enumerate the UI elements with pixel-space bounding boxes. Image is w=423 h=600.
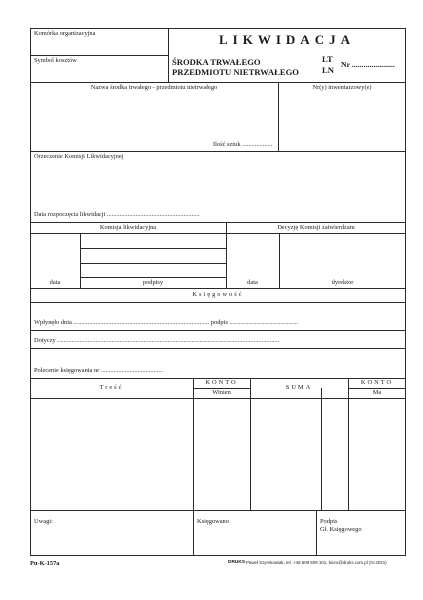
debit-account-header: KONTO: [205, 379, 238, 386]
content-column-header: Treść: [99, 384, 124, 391]
commission-date-field[interactable]: [32, 235, 78, 275]
org-unit-label[interactable]: Komórka organizacyjna: [34, 30, 96, 37]
quantity-field[interactable]: Ilość sztuk ...................: [213, 141, 273, 148]
sum-column-header: SUMA: [285, 384, 313, 391]
received-date-field[interactable]: Wpłynęło dnia ..................................................................................... podpis ...........................................: [34, 319, 299, 326]
inventory-number-label: Nr(y) inwentarzowy(e): [312, 84, 372, 91]
commission-date-label: data: [49, 279, 61, 286]
subtitle-line-1: ŚRODKA TRWAŁEGO: [172, 57, 261, 67]
director-signature-field[interactable]: [281, 235, 403, 275]
commission-signature-3[interactable]: [81, 264, 225, 276]
commission-header: Komisja likwidacyjna: [99, 224, 157, 231]
accounting-header: Księgowość: [192, 291, 244, 298]
content-cell[interactable]: [31, 399, 192, 509]
notes-field[interactable]: [31, 528, 192, 554]
approval-header: Decyzję Komisji zatwierdzam: [277, 224, 355, 231]
chief-accountant-label-2: Gł. Księgowego: [320, 526, 362, 533]
liquidation-start-date-field[interactable]: Data rozpoczęcia likwidacji ..........................................................: [34, 211, 200, 218]
ruling-field[interactable]: [34, 164, 402, 208]
posting-order-number-field[interactable]: Polecenie księgowania nr .......................................: [34, 367, 164, 374]
document-title: LIKWIDACJA: [219, 32, 355, 47]
code-lt: LT: [322, 54, 333, 64]
debit-column-header: Winien: [212, 389, 231, 396]
publisher-info: Paweł Szymkowiak, tel. +48 609 509 101, biuro@druks.com.pl (IV.2021): [246, 560, 387, 565]
posted-field[interactable]: [194, 528, 315, 554]
credit-column-header: Ma: [372, 389, 382, 396]
notes-label: Uwagi:: [34, 518, 53, 525]
commission-signature-2[interactable]: [81, 249, 225, 262]
chief-accountant-label: Podpis: [320, 518, 338, 525]
approval-date-field[interactable]: [228, 235, 277, 275]
document-number-field[interactable]: Nr ......................: [341, 60, 395, 69]
posted-label: Księgowano: [197, 518, 229, 525]
publisher-name: DRUKS: [228, 560, 246, 565]
debit-account-cell[interactable]: [194, 399, 249, 509]
subtitle-line-2: PRZEDMIOTU NIETRWAŁEGO: [172, 67, 299, 77]
cost-symbol-label[interactable]: Symbol kosztów: [34, 57, 77, 64]
approval-date-label: data: [247, 279, 258, 286]
asset-name-label: Nazwa środka trwałego - przedmiotu nietrwałego: [90, 84, 218, 91]
code-ln: LN: [322, 65, 334, 75]
director-label: dyrektor: [331, 279, 354, 286]
credit-account-cell[interactable]: [349, 399, 404, 509]
ruling-label: Orzeczenie Komisji Likwidacyjnej: [34, 153, 124, 160]
sum-cell[interactable]: [251, 399, 320, 509]
asset-name-field[interactable]: [34, 95, 274, 135]
sum-decimal-cell[interactable]: [322, 399, 347, 509]
signatures-label: podpisy: [142, 279, 164, 286]
chief-accountant-signature-field[interactable]: [317, 536, 404, 554]
form-code: Pu-K-157a: [30, 560, 60, 567]
commission-signature-1[interactable]: [81, 234, 225, 247]
concerns-field[interactable]: Dotyczy ...........................................................................................................................................: [34, 337, 280, 344]
inventory-number-field[interactable]: [282, 95, 402, 147]
credit-account-header: KONTO: [360, 379, 394, 386]
